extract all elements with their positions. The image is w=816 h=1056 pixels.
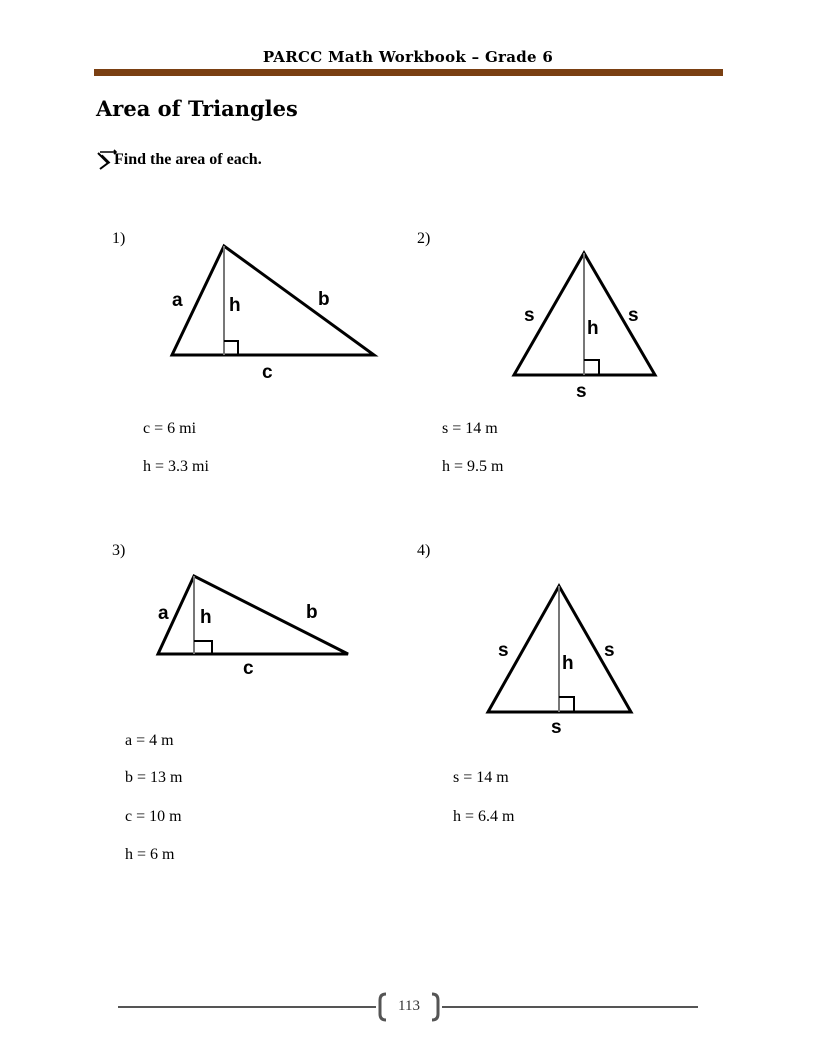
problem-2-triangle bbox=[500, 245, 670, 405]
page-number: 113 bbox=[398, 998, 420, 1014]
problem-1-label-h: h bbox=[229, 295, 241, 316]
problem-3-given: h = 6 m bbox=[125, 846, 175, 863]
problem-1-given: c = 6 mi bbox=[143, 420, 197, 437]
problem-1-label-b: b bbox=[318, 289, 330, 310]
problem-1-label-c: c bbox=[262, 362, 273, 383]
problem-1-triangle bbox=[160, 238, 390, 388]
problem-1-number: 1) bbox=[112, 230, 126, 247]
problem-3-number: 3) bbox=[112, 542, 126, 559]
problem-3-given: a = 4 m bbox=[125, 732, 174, 749]
problem-3-given: c = 10 m bbox=[125, 808, 182, 825]
page-number-box bbox=[378, 992, 440, 1022]
problem-4-label-s-left: s bbox=[498, 640, 509, 661]
instruction-text: Find the area of each. bbox=[114, 151, 262, 168]
problem-3-triangle bbox=[150, 568, 360, 683]
problem-2-given: s = 14 m bbox=[442, 420, 498, 437]
problem-2-label-s-left: s bbox=[524, 305, 535, 326]
problem-4-given: h = 6.4 m bbox=[453, 808, 515, 825]
problem-4-label-s-base: s bbox=[551, 717, 562, 738]
footer-rule-left bbox=[118, 1006, 376, 1008]
problem-4-label-h: h bbox=[562, 653, 574, 674]
problem-2-number: 2) bbox=[417, 230, 431, 247]
problem-4-number: 4) bbox=[417, 542, 431, 559]
problem-4-label-s-right: s bbox=[604, 640, 615, 661]
problem-2-given: h = 9.5 m bbox=[442, 458, 504, 475]
header-rule bbox=[94, 69, 723, 76]
problem-3-label-h: h bbox=[200, 607, 212, 628]
problem-3-label-b: b bbox=[306, 602, 318, 623]
footer-rule-right bbox=[442, 1006, 698, 1008]
problem-1-given: h = 3.3 mi bbox=[143, 458, 209, 475]
problem-3-label-a: a bbox=[158, 603, 169, 624]
problem-2-label-s-base: s bbox=[576, 381, 587, 402]
problem-1-label-a: a bbox=[172, 290, 183, 311]
instruction bbox=[96, 149, 262, 171]
problem-3-label-c: c bbox=[243, 658, 254, 679]
problem-2-label-h: h bbox=[587, 318, 599, 339]
page-title: Area of Triangles bbox=[96, 96, 298, 121]
running-head: PARCC Math Workbook – Grade 6 bbox=[262, 48, 554, 66]
problem-3-given: b = 13 m bbox=[125, 769, 183, 786]
problem-2-label-s-right: s bbox=[628, 305, 639, 326]
problem-4-given: s = 14 m bbox=[453, 769, 509, 786]
problem-4-triangle bbox=[476, 578, 646, 743]
